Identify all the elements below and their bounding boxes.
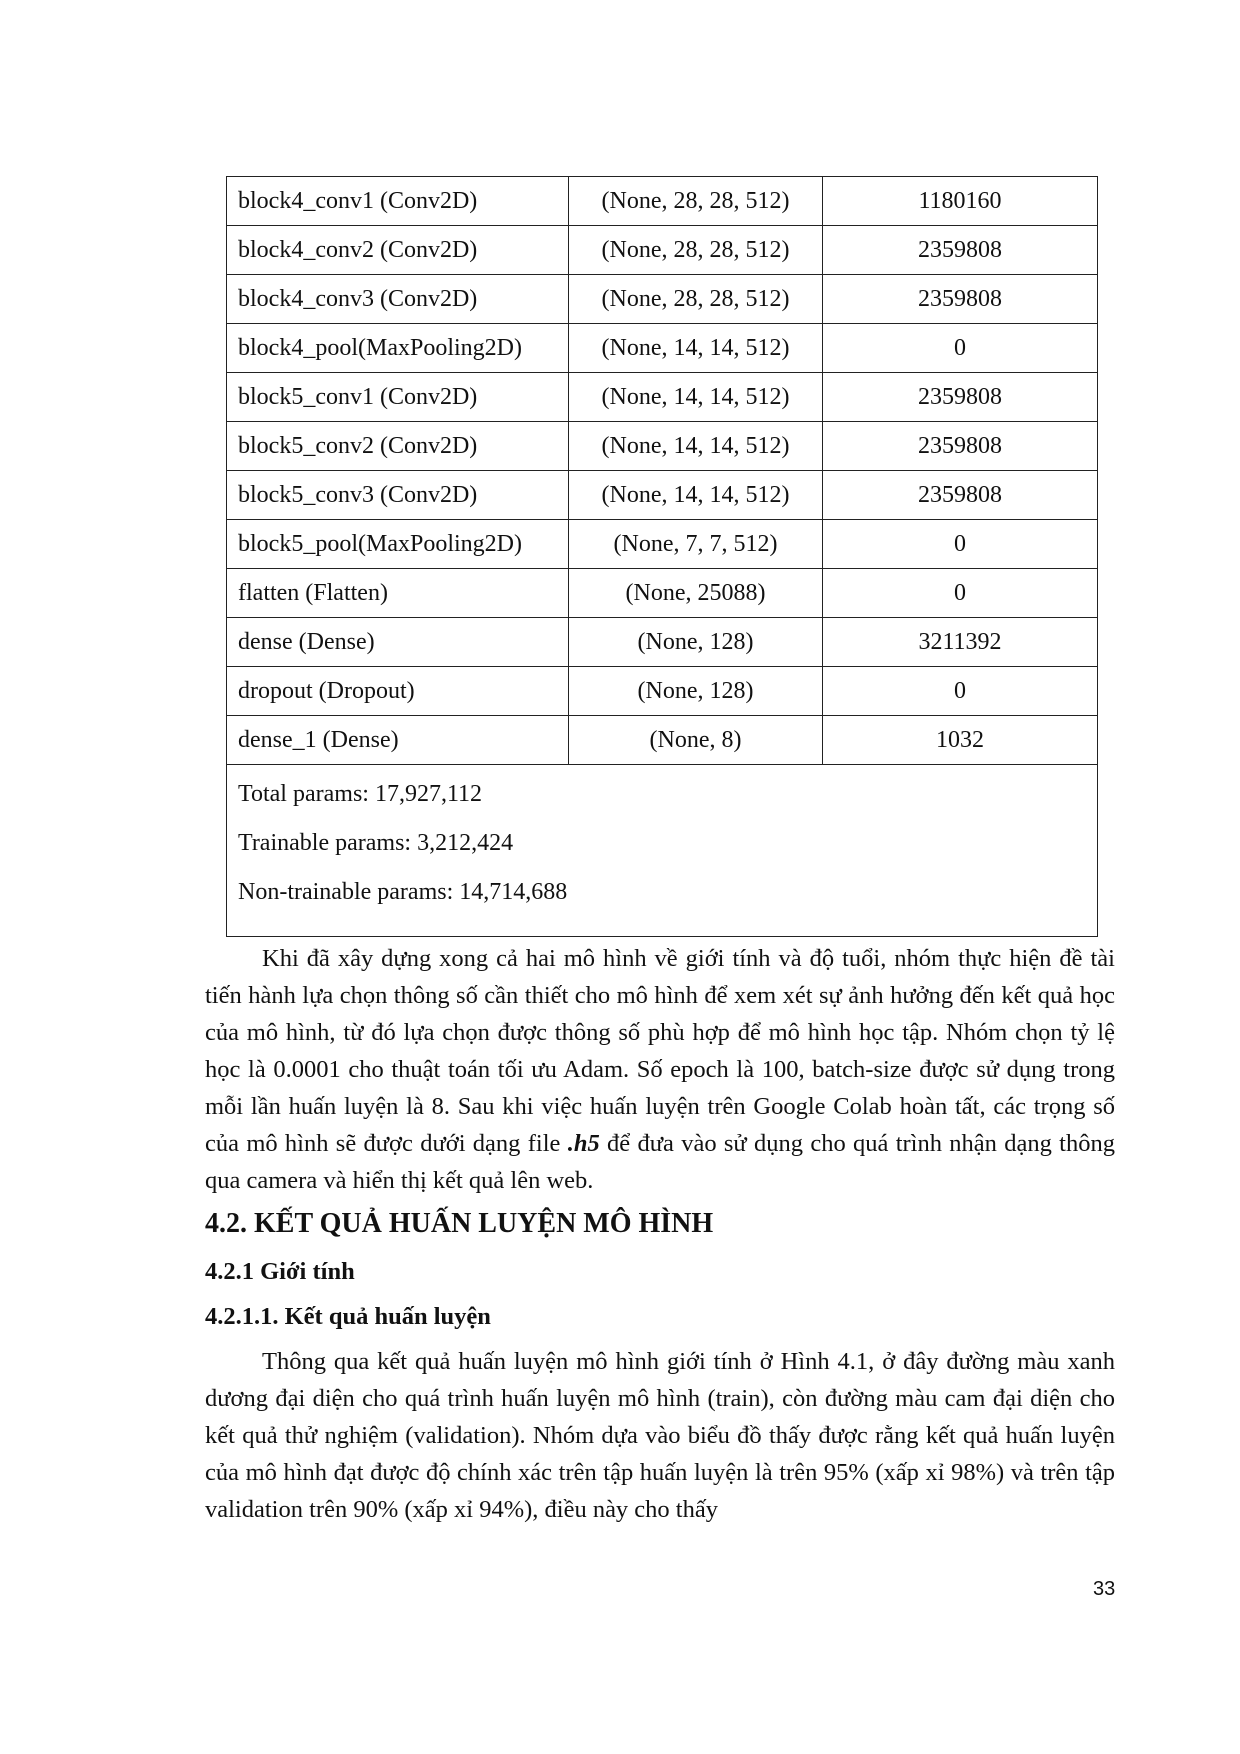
table-body	[227, 177, 1098, 937]
param-count-cell: 0	[823, 667, 1098, 716]
layer-name-cell: block4_conv3 (Conv2D)	[227, 275, 569, 324]
total-params: Total params: 17,927,112	[238, 781, 483, 807]
layer-name-cell: block4_conv1 (Conv2D)	[227, 177, 569, 226]
table-row	[227, 177, 1098, 226]
layer-name-cell: dense_1 (Dense)	[227, 716, 569, 765]
output-shape-cell: (None, 25088)	[569, 569, 823, 618]
paragraph-text: Khi đã xây dựng xong cả hai mô hình về giới tính và độ tuổi, nhóm thực hiện đề tài tiến hành lựa chọn thông số cần thiết cho mô hình để xem xét sự ảnh hưởng đến kết quả học của mô hình, từ đó lựa chọn được thông số phù hợp để mô hình học tập. Nhóm chọn tỷ lệ học là 0.0001 cho thuật toán tối ưu Adam. Số epoch là 100, batch-size được sử dụng trong mỗi lần huấn luyện là 8. Sau khi việc huấn luyện trên Google Colab hoàn tất, các trọng số của mô hình sẽ được dưới dạng file	[205, 945, 1115, 1157]
output-shape-cell: (None, 8)	[569, 716, 823, 765]
output-shape-cell: (None, 28, 28, 512)	[569, 275, 823, 324]
param-count-cell: 1032	[823, 716, 1098, 765]
layer-name-cell: block5_conv1 (Conv2D)	[227, 373, 569, 422]
layer-name-cell: block4_pool(MaxPooling2D)	[227, 324, 569, 373]
param-count-cell: 2359808	[823, 422, 1098, 471]
param-count-cell: 2359808	[823, 471, 1098, 520]
param-count-cell: 1180160	[823, 177, 1098, 226]
table-row	[227, 716, 1098, 765]
table-row	[227, 520, 1098, 569]
output-shape-cell: (None, 28, 28, 512)	[569, 226, 823, 275]
table-row	[227, 324, 1098, 373]
table-row	[227, 422, 1098, 471]
table-row	[227, 275, 1098, 324]
file-extension: .h5	[567, 1130, 600, 1157]
output-shape-cell: (None, 128)	[569, 618, 823, 667]
output-shape-cell: (None, 14, 14, 512)	[569, 422, 823, 471]
layer-name-cell: block4_conv2 (Conv2D)	[227, 226, 569, 275]
table-row	[227, 667, 1098, 716]
table-row	[227, 471, 1098, 520]
param-count-cell: 2359808	[823, 373, 1098, 422]
output-shape-cell: (None, 28, 28, 512)	[569, 177, 823, 226]
paragraph-text: Thông qua kết quả huấn luyện mô hình giới tính ở Hình 4.1, ở đây đường màu xanh dương đại diện cho quá trình huấn luyện mô hình (train), còn đường màu cam đại diện cho kết quả thử nghiệm (validation). Nhóm dựa vào biểu đồ thấy được rằng kết quả huấn luyện của mô hình đạt được độ chính xác trên tập huấn luyện là trên 95% (xấp xỉ 98%) và trên tập validation trên 90% (xấp xỉ 94%), điều này cho thấy	[205, 1348, 1115, 1523]
body-paragraph-training-setup	[205, 940, 1115, 1199]
param-count-cell: 0	[823, 324, 1098, 373]
layer-name-cell: block5_conv2 (Conv2D)	[227, 422, 569, 471]
table-row	[227, 373, 1098, 422]
output-shape-cell: (None, 14, 14, 512)	[569, 373, 823, 422]
summary-row	[227, 765, 1098, 937]
param-count-cell: 0	[823, 520, 1098, 569]
param-count-cell: 2359808	[823, 275, 1098, 324]
param-count-cell: 2359808	[823, 226, 1098, 275]
trainable-params: Trainable params: 3,212,424	[238, 830, 514, 856]
body-paragraph-training-results	[205, 1343, 1115, 1528]
subsubsection-heading: 4.2.1.1. Kết quả huấn luyện	[205, 1303, 491, 1330]
layer-name-cell: block5_conv3 (Conv2D)	[227, 471, 569, 520]
output-shape-cell: (None, 14, 14, 512)	[569, 471, 823, 520]
page-number: 33	[1093, 1578, 1116, 1600]
layer-name-cell: dropout (Dropout)	[227, 667, 569, 716]
table-row	[227, 618, 1098, 667]
paragraph-text: để đưa vào sử dụng cho quá trình nhận dạng thông qua camera và hiển thị kết quả lên web.	[205, 1130, 1115, 1194]
output-shape-cell: (None, 14, 14, 512)	[569, 324, 823, 373]
output-shape-cell: (None, 128)	[569, 667, 823, 716]
section-heading: 4.2. KẾT QUẢ HUẤN LUYỆN MÔ HÌNH	[205, 1208, 714, 1239]
layer-name-cell: block5_pool(MaxPooling2D)	[227, 520, 569, 569]
output-shape-cell: (None, 7, 7, 512)	[569, 520, 823, 569]
table-row	[227, 226, 1098, 275]
model-summary-table	[226, 176, 1098, 937]
layer-name-cell: dense (Dense)	[227, 618, 569, 667]
subsection-heading: 4.2.1 Giới tính	[205, 1258, 355, 1285]
params-summary-cell	[227, 765, 1098, 937]
table-row	[227, 569, 1098, 618]
param-count-cell: 3211392	[823, 618, 1098, 667]
layer-name-cell: flatten (Flatten)	[227, 569, 569, 618]
param-count-cell: 0	[823, 569, 1098, 618]
non-trainable-params: Non-trainable params: 14,714,688	[238, 879, 568, 905]
